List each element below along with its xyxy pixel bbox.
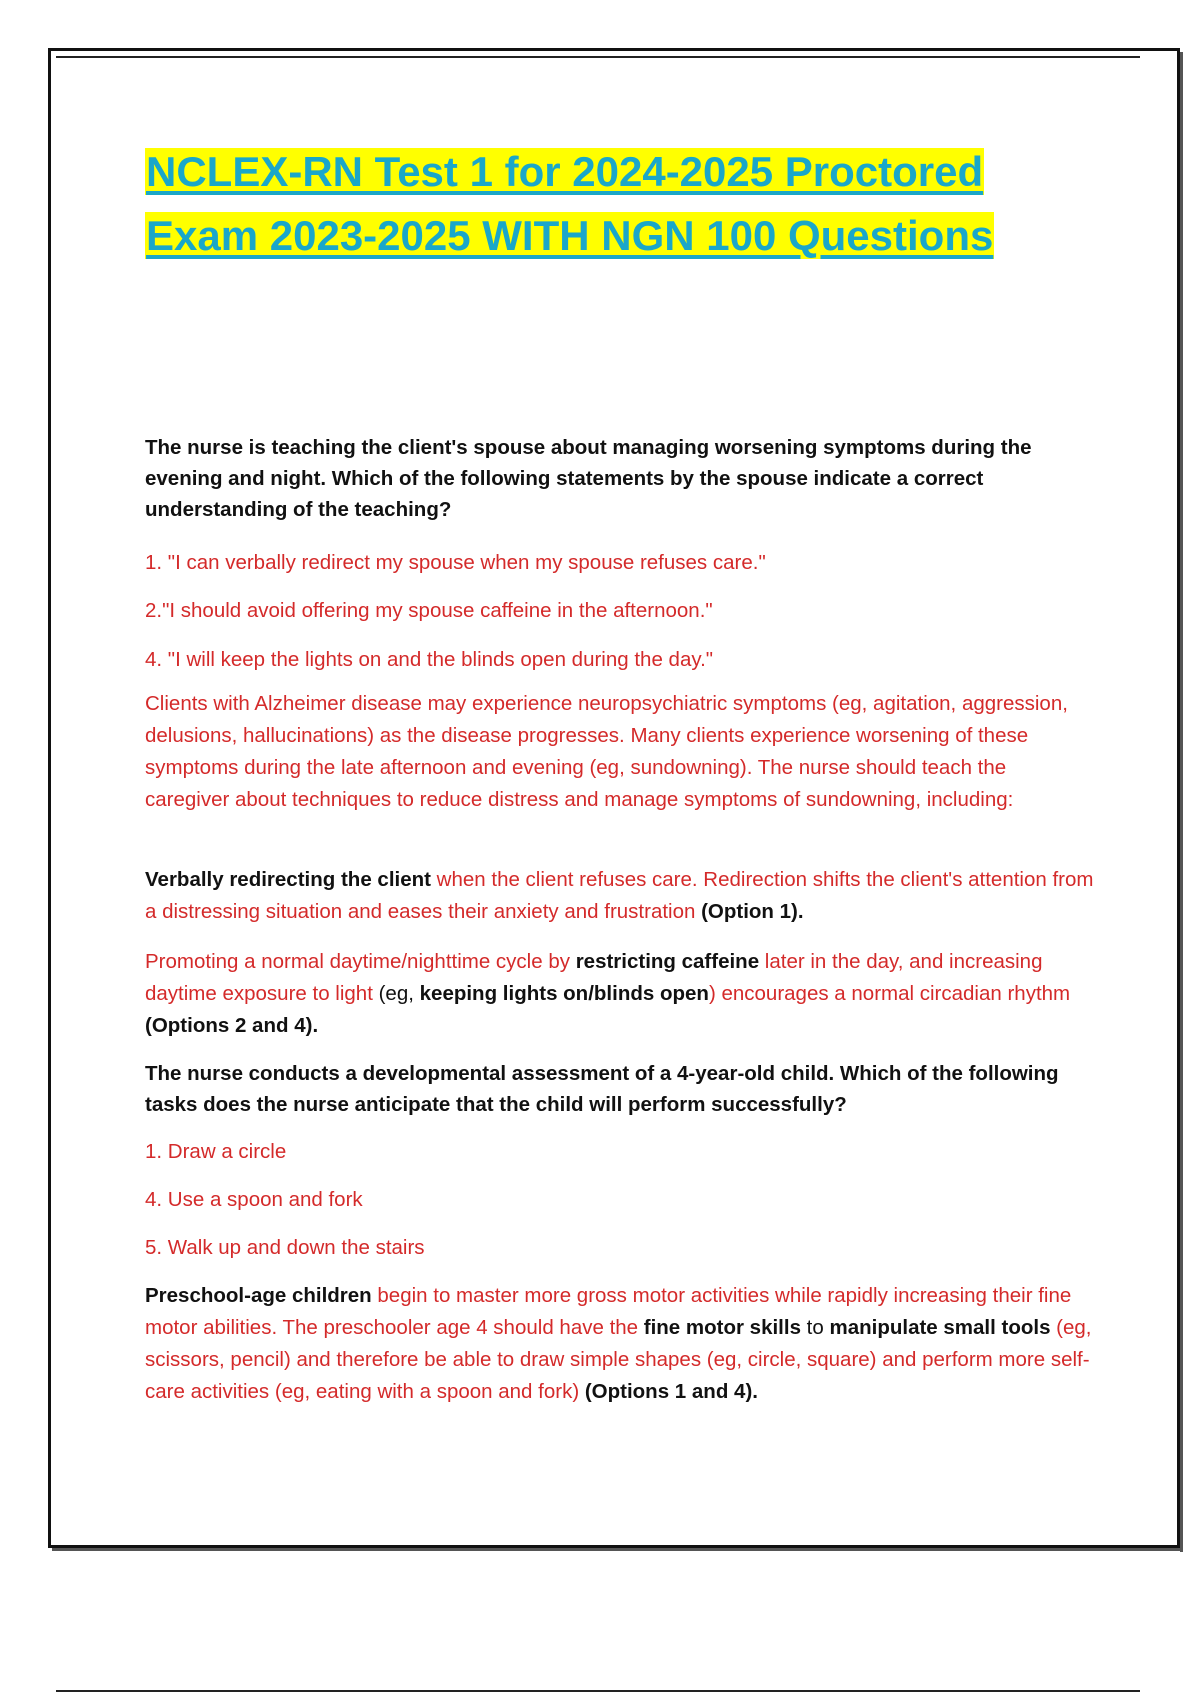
page-border-shadow — [52, 1548, 1183, 1551]
page-border-shadow — [1180, 52, 1183, 1552]
rationale-bold-term: Verbally redirecting the client — [145, 868, 431, 891]
question-1-answer-2: 2."I should avoid offering my spouse caffeine in the afternoon." — [145, 599, 713, 622]
rationale-bold-term: Preschool-age children — [145, 1284, 372, 1307]
document-title — [145, 140, 1095, 268]
question-1-rationale-circadian: Promoting a normal daytime/nighttime cycle by restricting caffeine later in the day, and increasing daytime exposure to light (eg, keeping lights on/blinds open) encourages a normal circadian rhythm (Options 2 and 4). — [145, 950, 1071, 1037]
rationale-text: begin to master more gross motor activities while rapidly increasing their fine motor abilities. The preschooler age 4 should have the — [145, 1284, 1072, 1339]
top-rule — [56, 56, 1140, 58]
question-2-answer-1: 1. Draw a circle — [145, 1140, 287, 1163]
title-line-2: Exam 2023-2025 WITH NGN 100 Questions — [146, 212, 994, 259]
question-2-rationale: Preschool-age children begin to master more gross motor activities while rapidly increasing their fine motor abilities. The preschooler age 4 should have the fine motor skills to manipulate small tools (eg, scissors, pencil) and therefore be able to draw simple shapes (eg, circle, square) and perform more self-care activities (eg, eating with a spoon and fork) (Options 1 and 4). — [145, 1284, 1092, 1403]
bottom-rule — [56, 1690, 1140, 1692]
rationale-bold-term: restricting caffeine — [575, 950, 760, 973]
rationale-text: when the client refuses care. Redirection shifts the client's attention from a distressing situation and eases their anxiety and frustration — [145, 868, 1094, 923]
question-2 — [145, 1058, 1095, 1120]
question-1-rationale-intro: Clients with Alzheimer disease may experience neuropsychiatric symptoms (eg, agitation, aggression, delusions, hallucinations) as the disease progresses. Many clients experience worsening of these symptoms during the late afternoon and evening (eg, sundowning). The nurse should teach the caregiver about techniques to reduce distress and manage symptoms of sundowning, including: — [145, 692, 1068, 811]
option-reference: (Options 2 and 4) — [145, 1014, 313, 1037]
rationale-text: later in the day, and increasing daytime exposure to light — [145, 950, 1043, 1005]
rationale-text: ) — [708, 982, 716, 1005]
question-1-answer-1: 1. "I can verbally redirect my spouse when my spouse refuses care." — [145, 551, 766, 574]
option-reference: (Option 1) — [701, 900, 798, 923]
question-1 — [145, 432, 1095, 525]
question-2-answer-2: 4. Use a spoon and fork — [145, 1188, 363, 1211]
document-title-block — [145, 140, 1095, 268]
rationale-text: encourages a normal circadian rhythm — [715, 982, 1071, 1005]
question-1-stem: The nurse is teaching the client's spouse about managing worsening symptoms during the evening and night. Which of the following statements by the spouse indicate a correct understanding of the teaching? — [145, 436, 1032, 521]
rationale-text: (eg, — [378, 982, 420, 1005]
question-2-answer-3: 5. Walk up and down the stairs — [145, 1236, 425, 1259]
option-reference: (Options 1 and 4) — [584, 1380, 753, 1403]
rationale-bold-term: manipulate small tools — [829, 1316, 1051, 1339]
question-1-rationale-redirect: Verbally redirecting the client when the client refuses care. Redirection shifts the client's attention from a distressing situation and eases their anxiety and frustration (Option 1). — [145, 868, 1094, 923]
rationale-bold-term: keeping lights on/blinds open — [419, 982, 709, 1005]
rationale-bold-term: fine motor skills — [643, 1316, 801, 1339]
rationale-text: (eg, scissors, pencil) and therefore be able to draw simple shapes (eg, circle, square) and perform more self-care activities (eg, eating with a spoon and fork) — [145, 1316, 1092, 1403]
question-1-answer-3: 4. "I will keep the lights on and the blinds open during the day." — [145, 648, 714, 671]
rationale-text: to — [800, 1316, 830, 1339]
title-line-1: NCLEX-RN Test 1 for 2024-2025 Proctored — [146, 148, 984, 195]
question-2-stem: The nurse conducts a developmental assessment of a 4-year-old child. Which of the following tasks does the nurse anticipate that the child will perform successfully? — [145, 1062, 1059, 1116]
rationale-text: Promoting a normal daytime/nighttime cycle by — [145, 950, 576, 973]
